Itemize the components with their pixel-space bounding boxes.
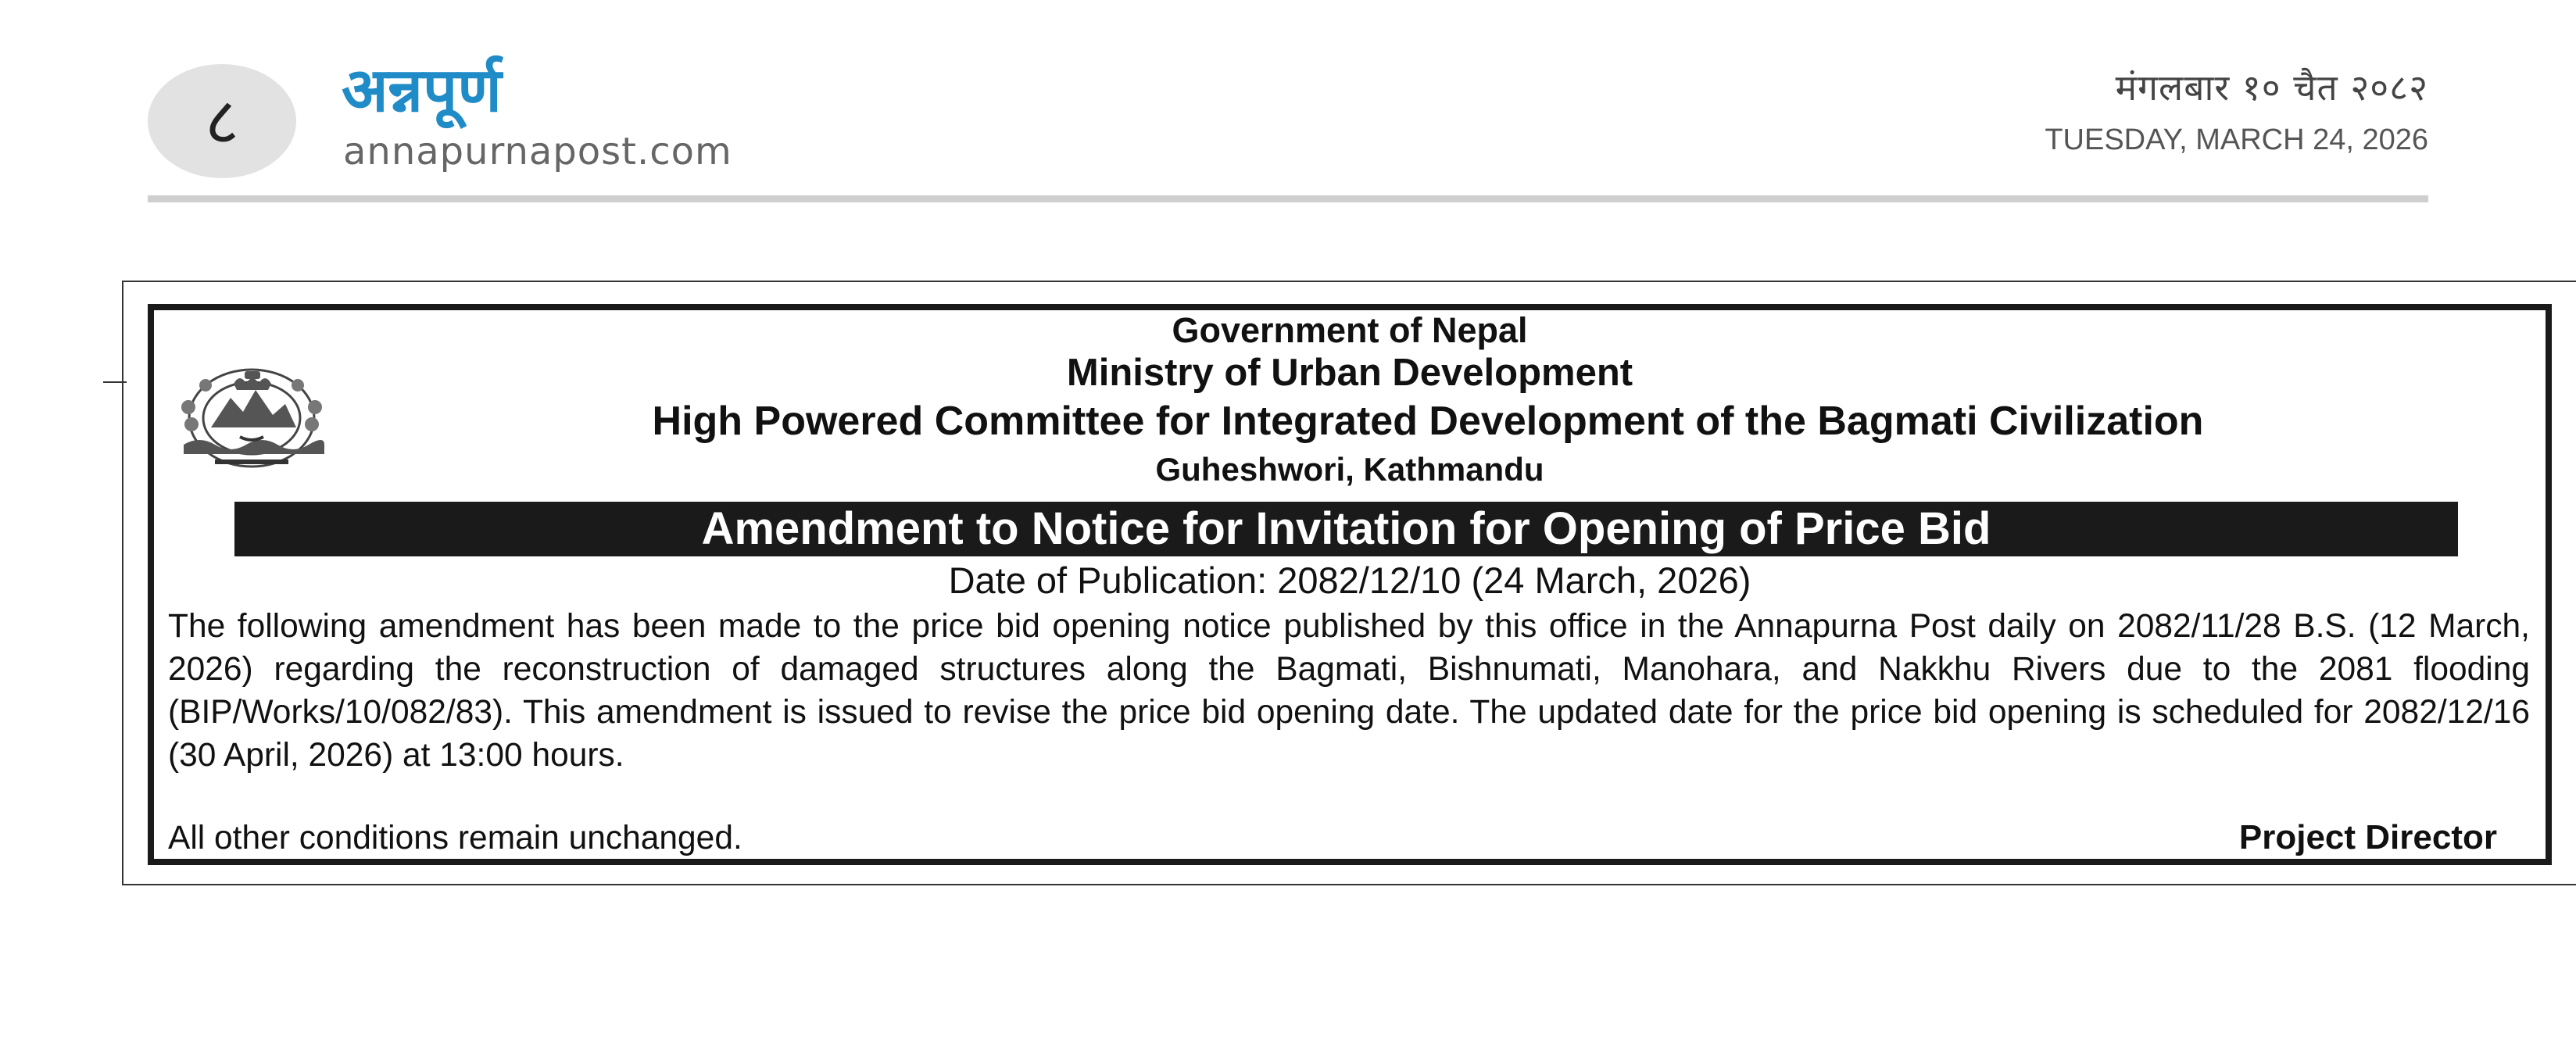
page-number-badge: ८	[148, 64, 296, 178]
newspaper-logo: अन्नपूर्ण	[342, 55, 502, 126]
public-notice	[148, 304, 2552, 865]
date-nepali: मंगलबार १० चैत २०८२	[2115, 66, 2428, 109]
notice-committee: High Powered Committee for Integrated Development of the Bagmati Civilization	[652, 399, 2204, 444]
publication-date: Date of Publication: 2082/12/10 (24 March, 2026)	[948, 560, 1751, 601]
notice-closing: All other conditions remain unchanged.	[168, 820, 742, 856]
notice-body: The following amendment has been made to the price bid opening notice published by this office in the Annapurna Post daily on 2082/11/28 B.S. (12 March, 2026) regarding the reconstruction of damaged structures along the Bagmati, Bishnumati, Manohara, and Nakkhu Rivers due to the 2081 flooding (BIP/Works/10/082/83). This amendment is issued to revise the price bid opening date. The updated date for the price bid opening is scheduled for 2082/12/16 (30 April, 2026) at 13:00 hours.	[168, 608, 2530, 774]
notice-location: Guheshwori, Kathmandu	[1155, 451, 1544, 488]
date-english: TUESDAY, MARCH 24, 2026	[2045, 123, 2428, 156]
masthead-divider	[148, 195, 2428, 202]
notice-title: Amendment to Notice for Invitation for Opening of Price Bid	[234, 502, 2458, 556]
notice-government: Government of Nepal	[1172, 310, 1528, 350]
notice-signature: Project Director	[2238, 818, 2497, 856]
website-domain: annapurnapost.com	[343, 130, 732, 173]
masthead	[148, 55, 2428, 203]
notice-ministry: Ministry of Urban Development	[1066, 352, 1633, 394]
crop-mark	[103, 381, 127, 383]
